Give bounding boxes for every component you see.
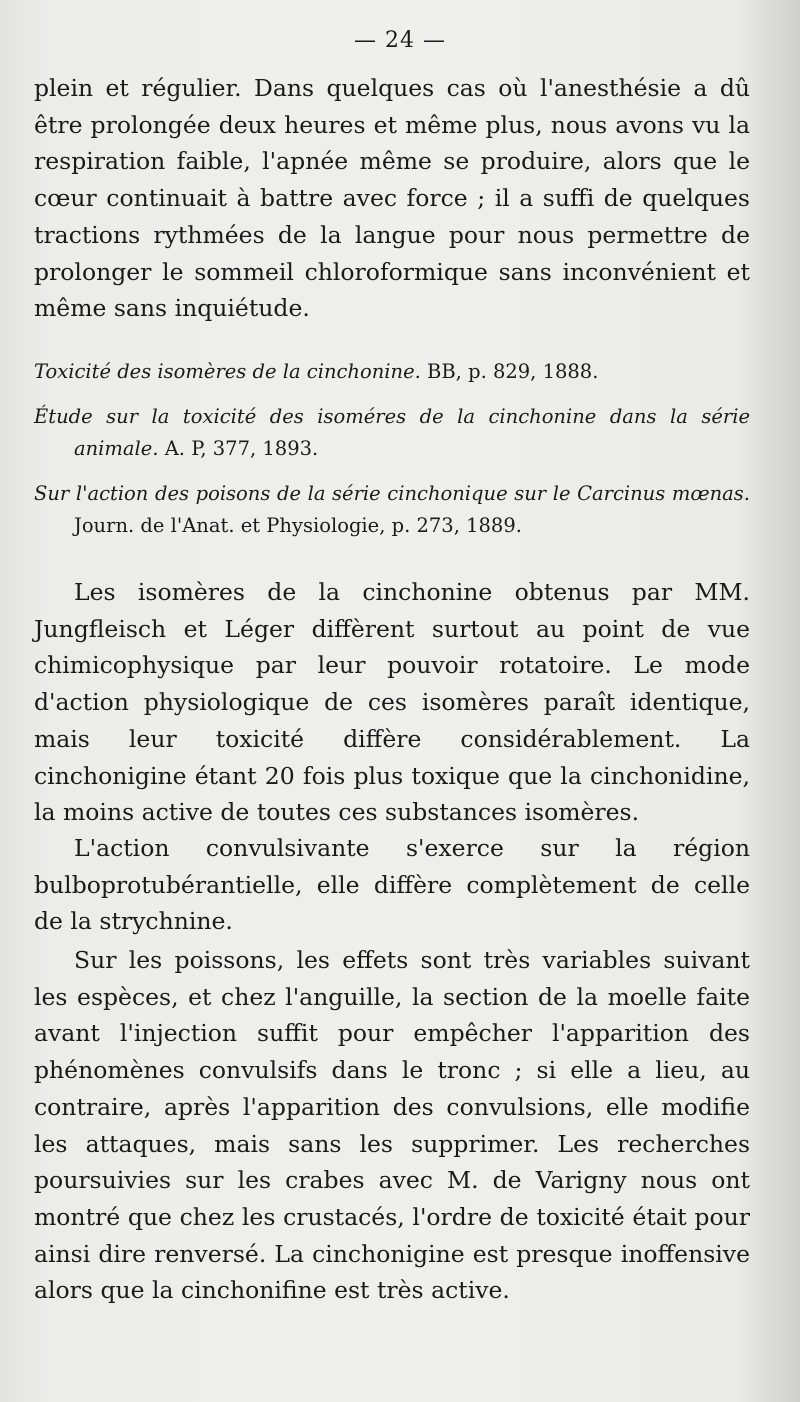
- paragraph-3-text: L'action convulsivante s'exerce sur la région bulboprotubérantielle, elle diffère complètement de celle de la strychnine.: [34, 834, 750, 936]
- reference-source: Journ. de l'Anat. et Physiologie, p. 273, 1889.: [74, 514, 522, 537]
- reference-source: BB, p. 829, 1888.: [420, 360, 599, 383]
- references-list: [34, 356, 750, 555]
- paragraph-continuation: [34, 70, 750, 327]
- reference-title: Étude sur la toxicité des isoméres de la cinchonine dans la série animale.: [34, 405, 750, 460]
- reference-title: Sur l'action des poisons de la série cinchonique sur le Carcinus mœnas.: [34, 482, 750, 505]
- paragraph-4-text: Sur les poissons, les effets sont très variables suivant les espèces, et chez l'anguille, la section de la moelle faite avant l'injection suffit pour empêcher l'apparition des phénomènes convulsifs dans le tronc ; si elle a lieu, au contraire, après l'apparition des convulsions, elle modifie les attaques, mais sans les supprimer. Les recherches poursuivies sur les crabes avec M. de Varigny nous ont montré que chez les crustacés, l'ordre de toxicité était pour ainsi dire renversé. La cinchonigine est presque inoffensive alors que la cinchonifine est très active.: [34, 946, 750, 1305]
- paragraph-2-text: Les isomères de la cinchonine obtenus par MM. Jungfleisch et Léger diffèrent surtout au point de vue chimicophysique par leur pouvoir rotatoire. Le mode d'action physiologique de ces isomères paraît identique, mais leur toxicité diffère considérablement. La cinchonigine étant 20 fois plus toxique que la cinchonidine, la moins active de toutes ces substances isomères.: [34, 578, 750, 827]
- reference-source: A. P, 377, 1893.: [158, 437, 319, 460]
- reference-item: [34, 478, 750, 542]
- paragraph-convulsive-action: [34, 830, 750, 940]
- reference-title: Toxicité des isomères de la cinchonine.: [34, 360, 421, 383]
- paragraph-isomers: [34, 574, 750, 831]
- paragraph-1-text: plein et régulier. Dans quelques cas où l'anesthésie a dû être prolongée deux heures et même plus, nous avons vu la respiration faible, l'apnée même se produire, alors que le cœur continuait à battre avec force ; il a suffi de quelques tractions rythmées de la langue pour nous permettre de prolonger le sommeil chloroformique sans inconvénient et même sans inquiétude.: [34, 74, 750, 323]
- reference-item: [34, 356, 750, 388]
- paragraph-fish-crabs: [34, 942, 750, 1309]
- reference-item: [34, 401, 750, 465]
- page-number: — 24 —: [354, 28, 446, 53]
